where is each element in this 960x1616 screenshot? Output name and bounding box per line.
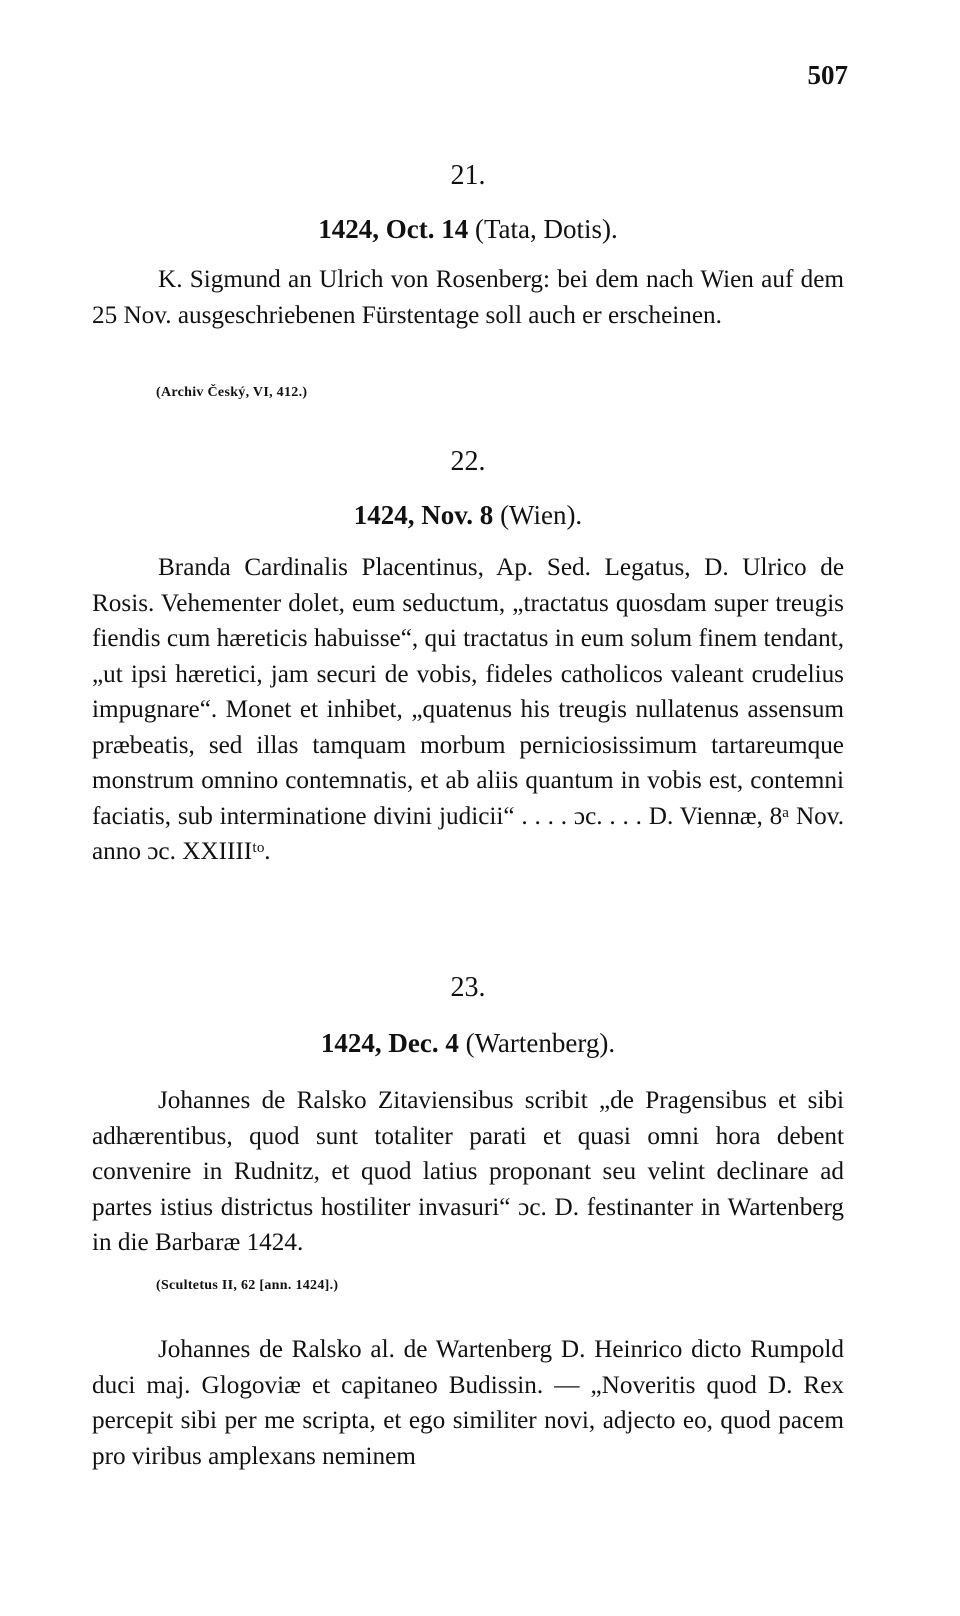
section-date (92, 500, 844, 531)
section-number: 22. (450, 446, 486, 477)
section-body: K. Sigmund an Ulrich von Rosenberg: bei dem nach Wien auf dem 25 Nov. ausgeschriebenen Fürstentage soll auch er erscheinen. (92, 266, 844, 329)
source-citation: (Scultetus II, 62 [ann. 1424].) (156, 1278, 339, 1293)
section-number: 23. (450, 972, 486, 1003)
date-place: (Wien). (500, 500, 583, 530)
section-date (92, 214, 844, 245)
date-bold: 1424, Oct. 14 (318, 214, 469, 244)
date-place: (Tata, Dotis). (474, 214, 618, 244)
section-date (92, 1028, 844, 1059)
date-bold: 1424, Nov. 8 (353, 500, 494, 530)
date-place: (Wartenberg). (465, 1028, 616, 1058)
section-body-continued: Johannes de Ralsko al. de Wartenberg D. Heinrico dicto Rumpold duci maj. Glogoviæ et capitaneo Budissin. — „Noveritis quod D. Rex percepit sibi per me scripta, et ego similiter novi, adjecto eo, quod pacem pro viribus amplexans neminem (92, 1336, 844, 1470)
date-bold: 1424, Dec. 4 (320, 1028, 459, 1058)
section-body: Johannes de Ralsko Zitaviensibus scribit „de Pragensibus et sibi adhærentibus, quod sunt totaliter parati et quasi omni hora debent convenire in Rudnitz, et quod latius proponant seu velint declinare ad partes istius districtus hostiliter invasuri“ ɔc. D. festinanter in Wartenberg in die Barbaræ 1424. (92, 1087, 844, 1256)
section-body: Branda Cardinalis Placentinus, Ap. Sed. Legatus, D. Ulrico de Rosis. Vehementer dolet, eum seductum, „tractatus quosdam super treugis fiendis cum hæreticis habuisse“, qui tractatus in eum solum finem tendant, „ut ipsi hæretici, jam securi de vobis, fideles catholicos valeant crudelius impugnare“. Monet et inhibet, „quatenus his treugis nullatenus assensum præbeatis, sed illas tamquam morbum perniciosissimum tartareumque monstrum omnino contemnatis, et ab aliis quantum in vobis est, contemni faciatis, sub interminatione divini judicii“ . . . . ɔc. . . . D. Viennæ, 8ᵃ Nov. anno ɔc. XXIIIIᵗᵒ. (92, 554, 844, 865)
source-citation: (Archiv Český, VI, 412.) (156, 385, 308, 400)
page-number: 507 (807, 60, 848, 90)
section-number: 21. (450, 160, 486, 191)
